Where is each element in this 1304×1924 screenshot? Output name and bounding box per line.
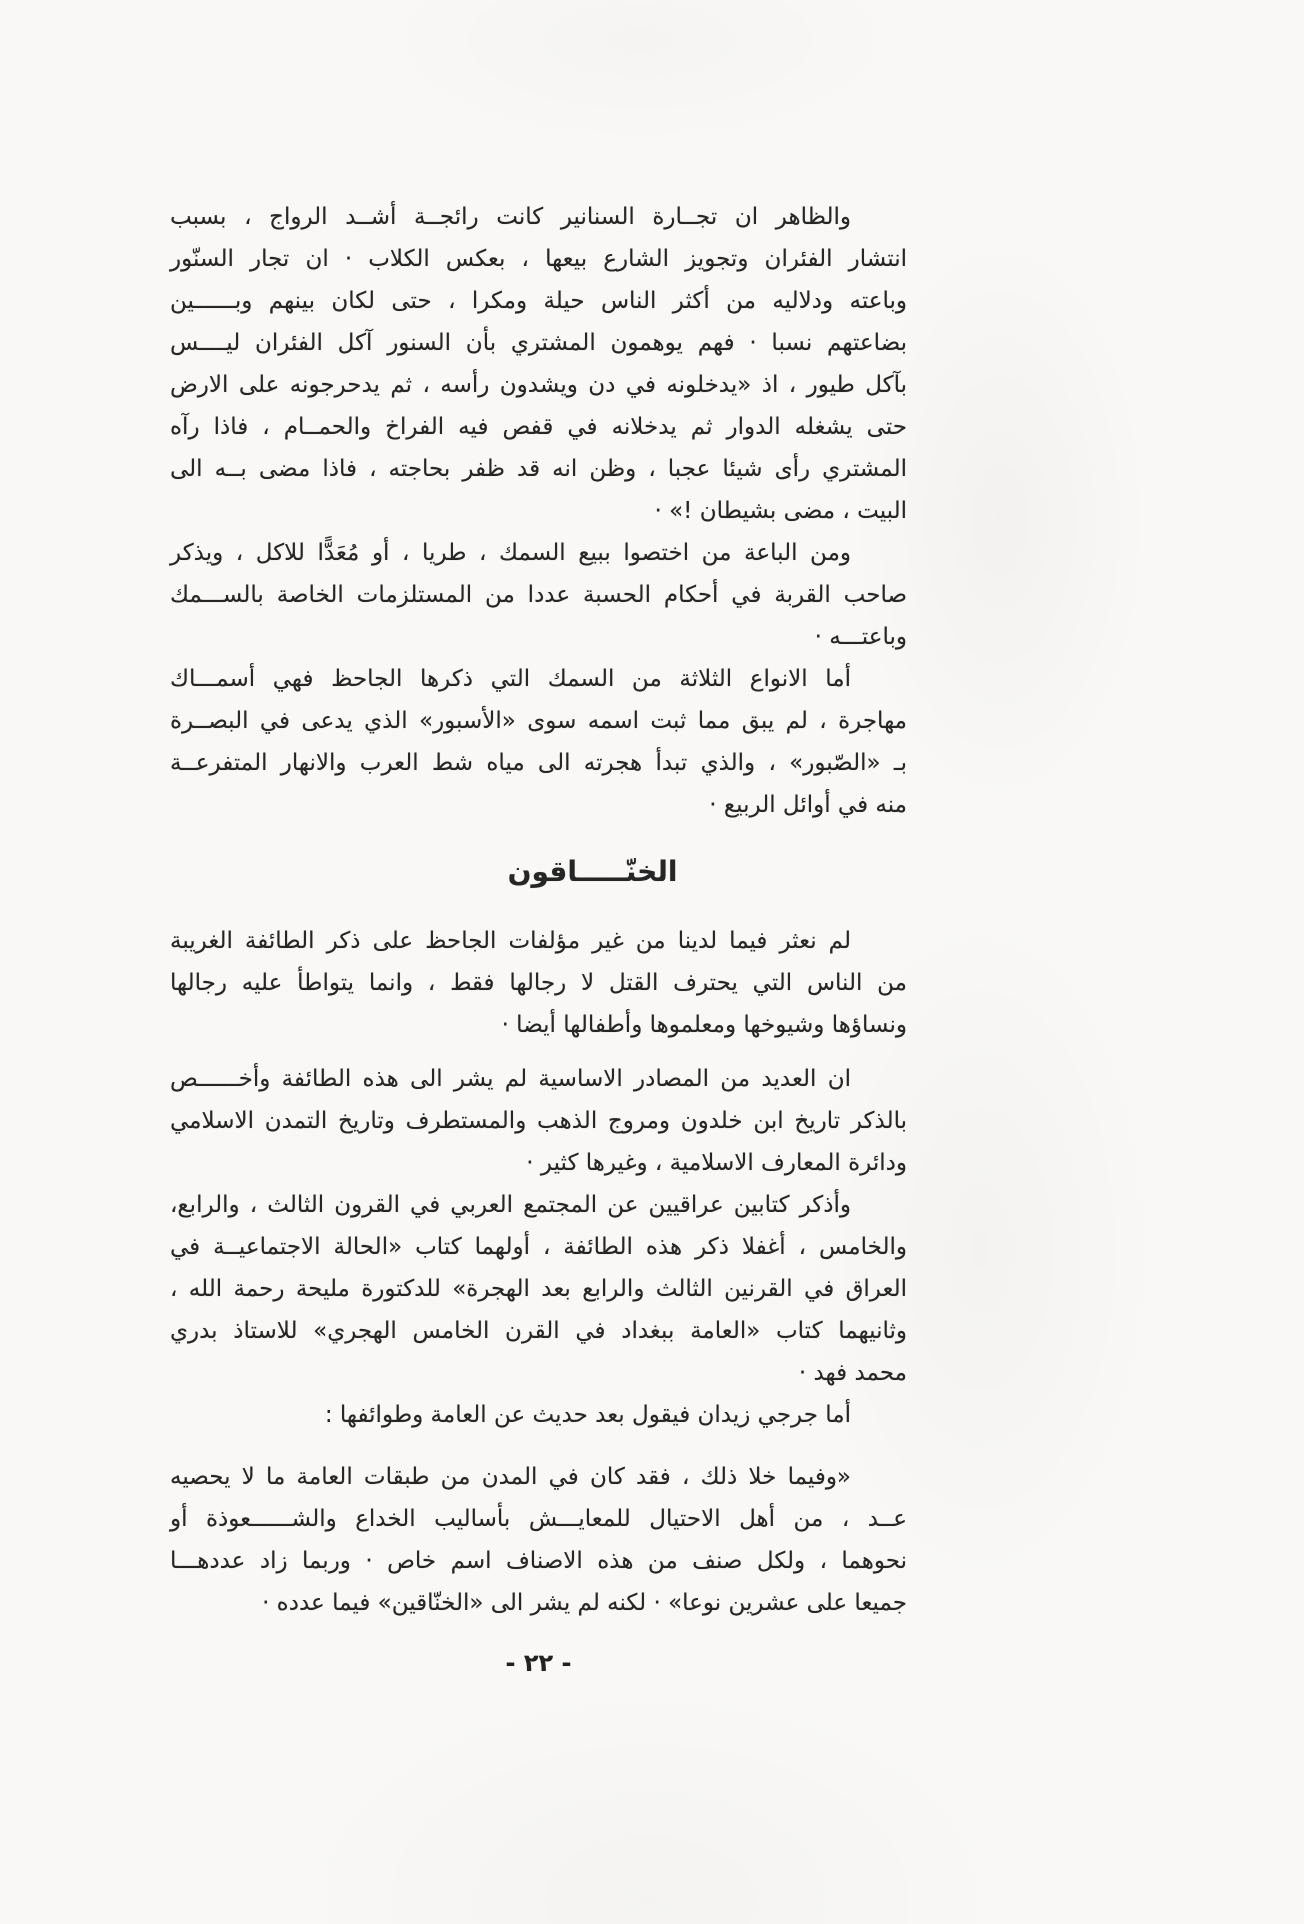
text-line: انتشار الفئران وتجويز الشارع بيعها ، بعكس الكلاب · ان تجار السنّور: [170, 246, 907, 272]
text-line: البيت ، مضى بشيطان !» ·: [654, 498, 907, 524]
text-line: وثانيهما كتاب «العامة ببغداد في القرن الخامس الهجري» للاستاذ بدري: [170, 1318, 907, 1344]
paragraph: [170, 532, 907, 658]
text-line: من الناس التي يحترف القتل لا رجالها فقط ، وانما يتواطأ عليه رجالها: [170, 970, 907, 996]
text-line: وباعتـــه ·: [814, 624, 907, 650]
text-line: بالذكر تاريخ ابن خلدون ومروج الذهب والمستطرف وتاريخ التمدن الاسلامي: [170, 1108, 907, 1134]
section-heading: [170, 852, 907, 892]
text-line: عــد ، من أهل الاحتيال للمعايـــش بأساليب الخداع والشــــــعوذة أو: [170, 1506, 907, 1532]
text-line: لم نعثر فيما لدينا من غير مؤلفات الجاحظ على ذكر الطائفة الغريبة: [170, 928, 851, 954]
section-heading-text: الخنّـــــاقون: [507, 855, 678, 888]
page-number: - ٢٢ -: [505, 1649, 572, 1677]
text-line: ونساؤها وشيوخها ومعلموها وأطفالها أيضا ·: [501, 1012, 907, 1038]
text-line: وأذكر كتابين عراقيين عن المجتمع العربي في القرون الثالث ، والرابع،: [170, 1192, 851, 1218]
text-line: محمد فهد ·: [798, 1360, 907, 1386]
text-line: أما الانواع الثلاثة من السمك التي ذكرها الجاحظ فهي أسمـــاك: [170, 666, 851, 692]
text-line: صاحب القربة في أحكام الحسبة عددا من المستلزمات الخاصة بالســـمك: [170, 582, 907, 608]
paragraph: [170, 1456, 907, 1624]
text-line: حتى يشغله الدوار ثم يدخلانه في قفص فيه الفراخ والحمــام ، فاذا رآه: [170, 414, 907, 440]
paragraph: [170, 658, 907, 826]
text-line: وباعته ودلاليه من أكثر الناس حيلة ومكرا ، حتى لكان بينهم وبــــــين: [170, 288, 907, 314]
paragraph: [170, 1184, 907, 1394]
paragraph: [170, 920, 907, 1046]
text-block: [170, 196, 907, 1684]
text-line: بضاعتهم نسبا · فهم يوهمون المشتري بأن السنور آكل الفئران ليــــس: [170, 330, 907, 356]
text-line: مهاجرة ، لم يبق مما ثبت اسمه سوى «الأسبور» الذي يدعى في البصــرة: [170, 708, 907, 734]
paragraph: [170, 196, 907, 532]
text-line: والظاهر ان تجــارة السنانير كانت رائجــة أشــد الرواج ، بسبب: [170, 204, 851, 230]
text-line: والخامس ، أغفلا ذكر هذه الطائفة ، أولهما كتاب «الحالة الاجتماعيــة في: [170, 1234, 907, 1260]
text-line: منه في أوائل الربيع ·: [709, 792, 907, 818]
text-line: «وفيما خلا ذلك ، فقد كان في المدن من طبقات العامة ما لا يحصيه: [170, 1464, 851, 1490]
text-line: أما جرجي زيدان فيقول بعد حديث عن العامة وطوائفها :: [324, 1402, 851, 1428]
text-line: ودائرة المعارف الاسلامية ، وغيرها كثير ·: [526, 1150, 907, 1176]
text-line: العراق في القرنين الثالث والرابع بعد الهجرة» للدكتورة مليحة رحمة الله ،: [170, 1276, 907, 1302]
paragraph: [170, 1058, 907, 1184]
text-line: ومن الباعة من اختصوا ببيع السمك ، طريا ، أو مُعَدًّا للاكل ، ويذكر: [170, 540, 851, 566]
text-line: جميعا على عشرين نوعا» · لكنه لم يشر الى «الخنّاقين» فيما عدده ·: [262, 1590, 907, 1616]
paragraph: [170, 1394, 907, 1436]
text-line: المشتري رأى شيئا عجبا ، وظن انه قد ظفر بحاجته ، فاذا مضى بــه الى: [170, 456, 907, 482]
text-line: بـ «الصّبور» ، والذي تبدأ هجرته الى مياه شط العرب والانهار المتفرعــة: [170, 750, 907, 776]
text-line: بآكل طيور ، اذ «يدخلونه في دن ويشدون رأسه ، ثم يدحرجونه على الارض: [170, 372, 907, 398]
text-line: ان العديد من المصادر الاساسية لم يشر الى هذه الطائفة وأخــــــص: [170, 1066, 851, 1092]
text-line: نحوهما ، ولكل صنف من هذه الاصناف اسم خاص · وربما زاد عددهـــا: [170, 1548, 907, 1574]
